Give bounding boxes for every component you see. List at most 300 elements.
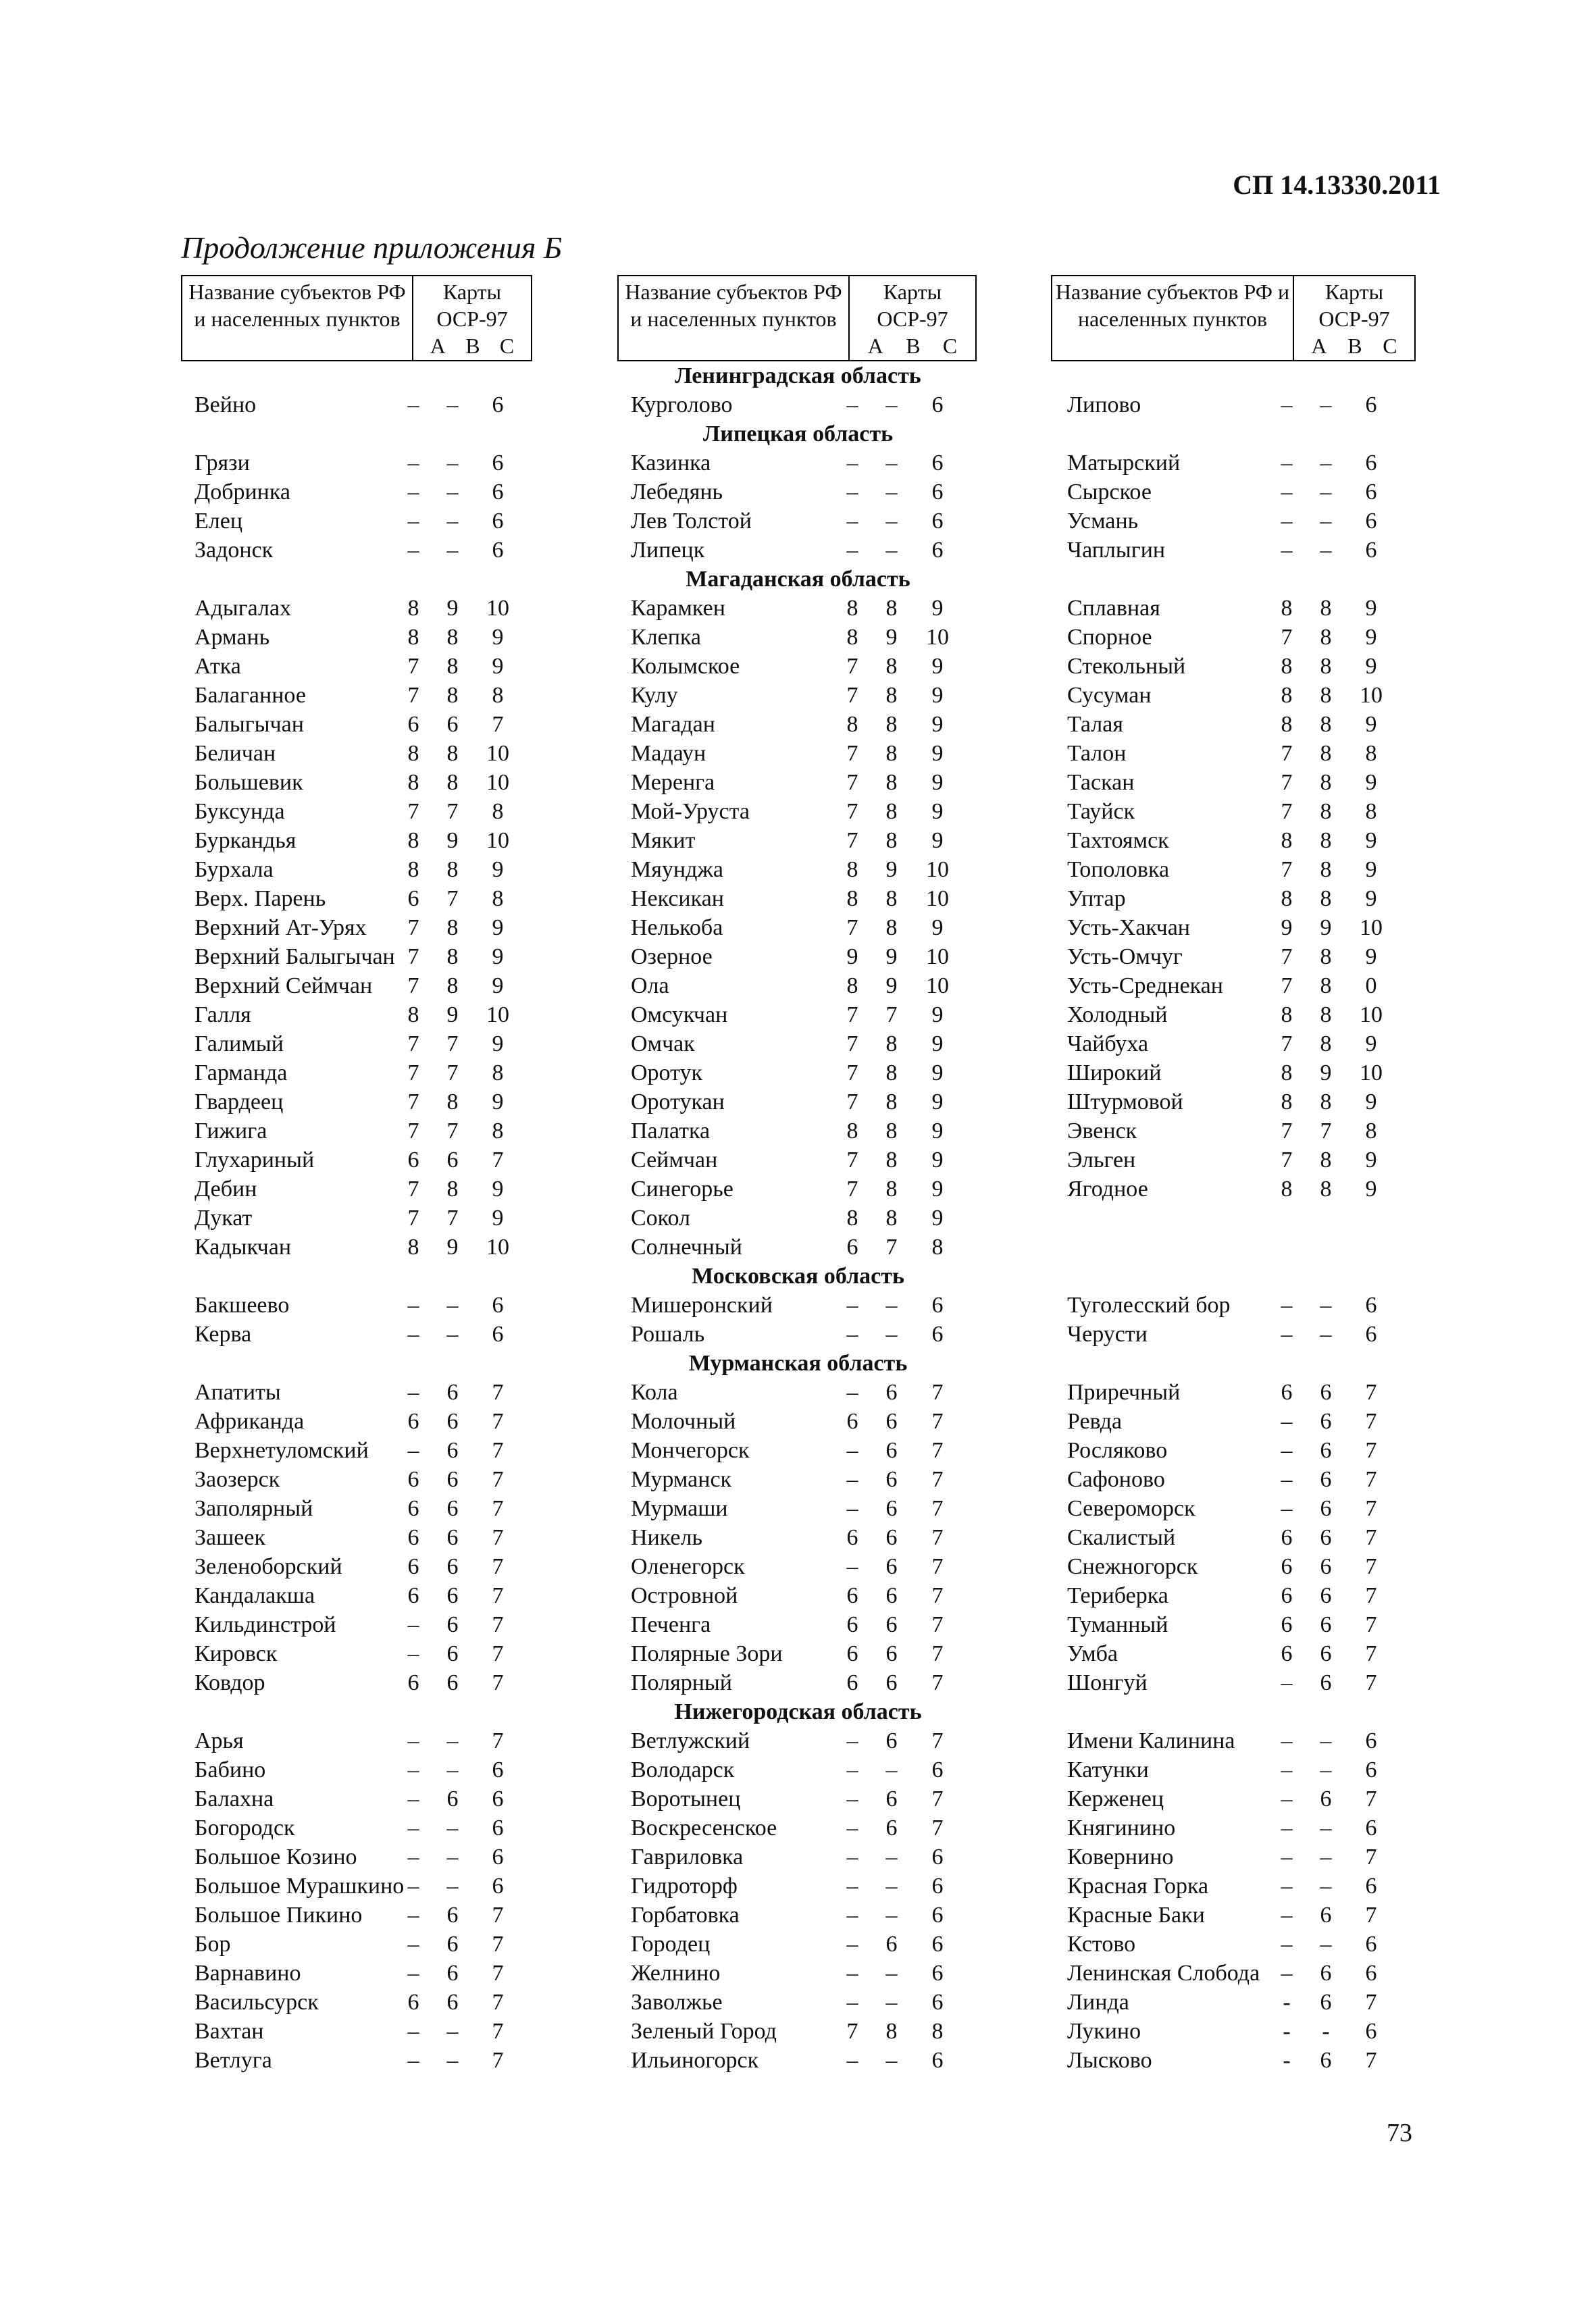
settlement-name: Лев Толстой <box>631 509 752 534</box>
value-map-c: 6 <box>931 1757 944 1782</box>
value-map-c: 7 <box>1365 1845 1377 1870</box>
table-row <box>0 710 1596 739</box>
settlement-name: Адыгалах <box>195 596 292 621</box>
table-row <box>0 855 1596 884</box>
value-map-b: – <box>885 509 898 534</box>
settlement-name: Богородск <box>195 1816 295 1841</box>
value-map-c: 7 <box>492 1641 504 1666</box>
value-map-b: 7 <box>446 1206 459 1231</box>
value-map-c: 6 <box>931 480 944 505</box>
value-map-a: 6 <box>407 1409 419 1434</box>
settlement-name: Елец <box>195 509 243 534</box>
table-row <box>0 1407 1596 1436</box>
value-map-b: 6 <box>446 1786 459 1811</box>
settlement-name: Усть-Омчуг <box>1067 944 1183 969</box>
value-map-b: – <box>446 1874 459 1899</box>
value-map-c: 7 <box>492 1932 504 1957</box>
value-map-a: – <box>407 2048 419 2073</box>
value-map-c: 9 <box>1365 828 1377 853</box>
value-map-a: 8 <box>1281 683 1293 708</box>
settlement-name: Эльген <box>1067 1148 1136 1173</box>
table-row <box>0 1726 1596 1755</box>
table-row <box>0 826 1596 855</box>
value-map-b: – <box>1320 1757 1332 1782</box>
value-map-a: 7 <box>407 799 419 824</box>
settlement-name: Мурмаши <box>631 1496 728 1521</box>
value-map-b: 6 <box>446 1554 459 1579</box>
header-maps-cell <box>850 276 975 360</box>
value-map-b: 8 <box>1320 944 1332 969</box>
value-map-b: 8 <box>885 741 898 766</box>
settlement-name: Линда <box>1067 1990 1129 2015</box>
value-map-c: 9 <box>1365 944 1377 969</box>
value-map-c: 8 <box>1365 741 1377 766</box>
header-name-cell: Название субъектов РФ и населенных пунктов <box>1052 276 1294 360</box>
value-map-c: 8 <box>931 2019 944 2044</box>
value-map-a: 8 <box>1281 1002 1293 1027</box>
value-map-c: 7 <box>1365 1438 1377 1463</box>
value-map-a: – <box>407 1322 419 1347</box>
value-map-b: – <box>1320 1816 1332 1841</box>
value-map-a: – <box>1281 1467 1293 1492</box>
value-map-c: 6 <box>1365 1728 1377 1753</box>
value-map-a: - <box>1283 2019 1291 2044</box>
table-row <box>0 1523 1596 1552</box>
value-map-b: 6 <box>885 1932 898 1957</box>
value-map-a: 7 <box>1281 944 1293 969</box>
value-map-b: – <box>446 509 459 534</box>
settlement-name: Усть-Среднекан <box>1067 973 1223 998</box>
settlement-name: Ола <box>631 973 669 998</box>
settlement-name: Мурманск <box>631 1467 732 1492</box>
value-map-a: 6 <box>407 1525 419 1550</box>
value-map-b: – <box>1320 1874 1332 1899</box>
settlement-name: Туголесский бор <box>1067 1293 1231 1318</box>
value-map-a: – <box>846 1874 858 1899</box>
settlement-name: Васильсурск <box>195 1990 319 2015</box>
settlement-name: Кадыкчан <box>195 1235 292 1260</box>
header-a: А <box>1311 334 1327 358</box>
value-map-a: – <box>846 1932 858 1957</box>
value-map-c: 6 <box>1365 480 1377 505</box>
settlement-name: Росляково <box>1067 1438 1168 1463</box>
value-map-a: – <box>846 1554 858 1579</box>
value-map-b: 8 <box>446 1177 459 1202</box>
value-map-a: 7 <box>407 654 419 679</box>
value-map-a: 7 <box>846 1177 858 1202</box>
settlement-name: Тахтоямск <box>1067 828 1169 853</box>
table-row <box>0 536 1596 565</box>
value-map-c: 9 <box>1365 857 1377 882</box>
settlement-name: Гижига <box>195 1119 267 1143</box>
value-map-a: 6 <box>846 1670 858 1695</box>
value-map-b: 6 <box>885 1583 898 1608</box>
value-map-c: 9 <box>1365 886 1377 911</box>
value-map-b: – <box>1320 1845 1332 1870</box>
settlement-name: Верх. Парень <box>195 886 326 911</box>
value-map-b: – <box>446 1757 459 1782</box>
value-map-c: 6 <box>931 1932 944 1957</box>
value-map-a: 7 <box>846 2019 858 2044</box>
value-map-a: 6 <box>846 1409 858 1434</box>
value-map-c: 7 <box>1365 2048 1377 2073</box>
value-map-b: 7 <box>446 1031 459 1056</box>
table-row <box>0 1930 1596 1959</box>
value-map-c: 9 <box>1365 770 1377 795</box>
settlement-name: Балаганное <box>195 683 306 708</box>
settlement-name: Шонгуй <box>1067 1670 1148 1695</box>
value-map-c: 7 <box>492 1554 504 1579</box>
value-map-a: 6 <box>407 1467 419 1492</box>
value-map-b: 6 <box>1320 2048 1332 2073</box>
value-map-b: 6 <box>1320 1525 1332 1550</box>
value-map-a: 8 <box>846 625 858 650</box>
value-map-c: 7 <box>931 1816 944 1841</box>
settlement-name: Лебедянь <box>631 480 723 505</box>
value-map-a: – <box>846 509 858 534</box>
value-map-a: – <box>407 538 419 563</box>
value-map-a: 6 <box>1281 1583 1293 1608</box>
settlement-name: Стекольный <box>1067 654 1186 679</box>
settlement-name: Большое Козино <box>195 1845 357 1870</box>
value-map-c: 6 <box>1365 451 1377 475</box>
value-map-b: – <box>446 480 459 505</box>
settlement-name: Матырский <box>1067 451 1181 475</box>
value-map-b: 8 <box>1320 1148 1332 1173</box>
header-name-cell: Название субъектов РФ и населенных пунктов <box>619 276 850 360</box>
table-row <box>0 971 1596 1000</box>
value-map-c: 7 <box>492 1409 504 1434</box>
table-row <box>0 1146 1596 1175</box>
region-title: Магаданская область <box>686 567 910 592</box>
value-map-b: 7 <box>446 886 459 911</box>
value-map-b: 6 <box>885 1641 898 1666</box>
value-map-a: - <box>1283 2048 1291 2073</box>
settlement-name: Меренга <box>631 770 715 795</box>
settlement-name: Заволжье <box>631 1990 723 2015</box>
value-map-a: 8 <box>846 596 858 621</box>
value-map-b: 8 <box>885 1206 898 1231</box>
settlement-name: Талон <box>1067 741 1127 766</box>
value-map-b: – <box>446 2019 459 2044</box>
table-row <box>0 1000 1596 1029</box>
settlement-name: Сафоново <box>1067 1467 1165 1492</box>
value-map-c: 9 <box>492 944 504 969</box>
value-map-a: 8 <box>407 741 419 766</box>
value-map-c: 6 <box>492 480 504 505</box>
value-map-c: 7 <box>931 1728 944 1753</box>
value-map-c: 10 <box>926 625 949 650</box>
value-map-a: 7 <box>846 683 858 708</box>
value-map-b: 8 <box>1320 828 1332 853</box>
page-number: 73 <box>1387 2119 1412 2147</box>
value-map-a: – <box>407 392 419 417</box>
value-map-b: 6 <box>446 1612 459 1637</box>
value-map-b: 6 <box>446 1409 459 1434</box>
value-map-a: – <box>407 1845 419 1870</box>
settlement-name: Кильдинстрой <box>195 1612 336 1637</box>
value-map-c: 9 <box>931 1089 944 1114</box>
value-map-c: 6 <box>492 509 504 534</box>
header-a: А <box>430 334 446 358</box>
value-map-b: 8 <box>1320 596 1332 621</box>
value-map-c: 9 <box>931 1031 944 1056</box>
value-map-c: 6 <box>931 1990 944 2015</box>
settlement-name: Балыгычан <box>195 712 304 737</box>
value-map-c: 7 <box>492 712 504 737</box>
settlement-name: Воскресенское <box>631 1816 777 1841</box>
value-map-c: 6 <box>492 538 504 563</box>
value-map-b: 6 <box>885 1670 898 1695</box>
value-map-b: 6 <box>885 1816 898 1841</box>
value-map-b: – <box>885 1845 898 1870</box>
value-map-c: 7 <box>931 1467 944 1492</box>
settlement-name: Оротукан <box>631 1089 725 1114</box>
value-map-b: 8 <box>1320 712 1332 737</box>
value-map-a: – <box>846 1961 858 1986</box>
value-map-a: 9 <box>1281 915 1293 940</box>
settlement-name: Курголово <box>631 392 733 417</box>
table-row <box>0 1087 1596 1116</box>
settlement-name: Усмань <box>1067 509 1139 534</box>
value-map-c: 6 <box>931 509 944 534</box>
settlement-name: Керженец <box>1067 1786 1164 1811</box>
value-map-b: 6 <box>446 1670 459 1695</box>
value-map-b: 6 <box>446 1990 459 2015</box>
settlement-name: Гидроторф <box>631 1874 738 1899</box>
value-map-b: 6 <box>1320 1583 1332 1608</box>
header-maps-label: Карты ОСР-97 <box>877 280 948 331</box>
region-title: Ленинградская область <box>675 363 921 388</box>
value-map-b: – <box>446 1293 459 1318</box>
settlement-name: Воротынец <box>631 1786 741 1811</box>
value-map-c: 9 <box>931 828 944 853</box>
settlement-name: Варнавино <box>195 1961 301 1986</box>
settlement-name: Городец <box>631 1932 711 1957</box>
value-map-c: 10 <box>926 886 949 911</box>
value-map-b: 7 <box>885 1235 898 1260</box>
value-map-a: 8 <box>1281 1177 1293 1202</box>
value-map-a: 6 <box>846 1641 858 1666</box>
value-map-c: 6 <box>1365 1816 1377 1841</box>
header-a: А <box>867 334 883 358</box>
value-map-c: 9 <box>1365 712 1377 737</box>
value-map-c: 9 <box>1365 1177 1377 1202</box>
value-map-c: 7 <box>931 1612 944 1637</box>
value-map-b: 6 <box>446 1496 459 1521</box>
value-map-a: 8 <box>407 770 419 795</box>
value-map-a: – <box>1281 509 1293 534</box>
table-row <box>0 1291 1596 1320</box>
value-map-a: 8 <box>1281 828 1293 853</box>
settlement-name: Лукино <box>1067 2019 1141 2044</box>
value-map-a: – <box>1281 1438 1293 1463</box>
value-map-a: – <box>846 1990 858 2015</box>
value-map-b: – <box>885 480 898 505</box>
table-row <box>0 739 1596 768</box>
table-row <box>0 507 1596 536</box>
value-map-c: 10 <box>486 828 509 853</box>
settlement-name: Верхний Ат-Урях <box>195 915 367 940</box>
region-title: Московская область <box>692 1264 904 1289</box>
value-map-c: 6 <box>1365 509 1377 534</box>
table-row <box>0 1465 1596 1494</box>
value-map-a: 8 <box>1281 654 1293 679</box>
settlement-name: Мончегорск <box>631 1438 750 1463</box>
region-header-row <box>0 565 1596 594</box>
value-map-a: 7 <box>1281 973 1293 998</box>
value-map-c: 6 <box>1365 538 1377 563</box>
value-map-b: 8 <box>885 654 898 679</box>
value-map-b: 8 <box>1320 654 1332 679</box>
settlement-name: Африканда <box>195 1409 305 1434</box>
table-row <box>0 1581 1596 1610</box>
value-map-a: – <box>1281 1757 1293 1782</box>
value-map-b: 6 <box>885 1438 898 1463</box>
value-map-c: 9 <box>931 915 944 940</box>
table-row <box>0 1494 1596 1523</box>
settlement-name: Вахтан <box>195 2019 264 2044</box>
settlement-name: Сырское <box>1067 480 1152 505</box>
value-map-a: – <box>407 1612 419 1637</box>
value-map-a: 8 <box>407 857 419 882</box>
table-row <box>0 478 1596 507</box>
value-map-c: 9 <box>931 596 944 621</box>
value-map-a: 6 <box>1281 1525 1293 1550</box>
value-map-c: 9 <box>931 1119 944 1143</box>
value-map-c: 6 <box>492 1322 504 1347</box>
value-map-c: 8 <box>492 799 504 824</box>
value-map-c: 6 <box>1365 392 1377 417</box>
value-map-b: 8 <box>446 973 459 998</box>
value-map-b: 6 <box>446 1641 459 1666</box>
value-map-a: 6 <box>846 1583 858 1608</box>
settlement-name: Палатка <box>631 1119 711 1143</box>
settlement-name: Холодный <box>1067 1002 1168 1027</box>
value-map-a: – <box>846 451 858 475</box>
value-map-a: 6 <box>407 1583 419 1608</box>
settlement-name: Черусти <box>1067 1322 1148 1347</box>
value-map-c: 9 <box>492 1177 504 1202</box>
value-map-c: 7 <box>1365 1612 1377 1637</box>
header-b: В <box>465 334 480 358</box>
table-header-1 <box>181 275 532 361</box>
value-map-a: – <box>846 1322 858 1347</box>
value-map-a: 8 <box>407 1235 419 1260</box>
value-map-b: 6 <box>446 1380 459 1405</box>
table-row <box>0 1058 1596 1087</box>
value-map-a: – <box>1281 451 1293 475</box>
value-map-b: 9 <box>885 625 898 650</box>
value-map-b: 6 <box>1320 1467 1332 1492</box>
settlement-name: Глухариный <box>195 1148 315 1173</box>
value-map-b: – <box>885 538 898 563</box>
value-map-c: 6 <box>492 1786 504 1811</box>
value-map-b: – <box>885 392 898 417</box>
settlement-name: Нексикан <box>631 886 724 911</box>
value-map-c: 6 <box>1365 1322 1377 1347</box>
settlement-name: Печенга <box>631 1612 711 1637</box>
settlement-name: Териберка <box>1067 1583 1168 1608</box>
table-row <box>0 1872 1596 1901</box>
settlement-name: Рошаль <box>631 1322 705 1347</box>
value-map-a: 6 <box>407 1990 419 2015</box>
value-map-a: 7 <box>1281 1119 1293 1143</box>
settlement-name: Кировск <box>195 1641 278 1666</box>
settlement-name: Сплавная <box>1067 596 1160 621</box>
settlement-name: Зеленый Город <box>631 2019 777 2044</box>
settlement-name: Дебин <box>195 1177 257 1202</box>
value-map-b: – <box>1320 480 1332 505</box>
value-map-a: – <box>1281 1409 1293 1434</box>
value-map-c: 8 <box>492 1119 504 1143</box>
value-map-c: 6 <box>931 392 944 417</box>
value-map-c: 8 <box>492 1060 504 1085</box>
table-row <box>0 1610 1596 1639</box>
value-map-b: – <box>885 1990 898 2015</box>
value-map-b: 8 <box>1320 741 1332 766</box>
value-map-c: 7 <box>492 1728 504 1753</box>
settlement-name: Апатиты <box>195 1380 281 1405</box>
value-map-b: - <box>1322 2019 1330 2044</box>
value-map-b: 9 <box>446 1235 459 1260</box>
settlement-name: Карамкен <box>631 596 725 621</box>
table-row <box>0 2046 1596 2075</box>
value-map-c: 7 <box>1365 1525 1377 1550</box>
value-map-a: – <box>407 1380 419 1405</box>
value-map-c: 7 <box>492 1148 504 1173</box>
value-map-a: – <box>846 1757 858 1782</box>
value-map-c: 6 <box>1365 1293 1377 1318</box>
settlement-name: Ленинская Слобода <box>1067 1961 1260 1986</box>
value-map-c: 7 <box>1365 1380 1377 1405</box>
value-map-a: 7 <box>407 1206 419 1231</box>
settlement-name: Чаплыгин <box>1067 538 1166 563</box>
value-map-c: 7 <box>931 1409 944 1434</box>
region-header-row <box>0 1349 1596 1378</box>
value-map-a: 6 <box>846 1612 858 1637</box>
value-map-b: 8 <box>446 683 459 708</box>
value-map-a: 7 <box>407 1177 419 1202</box>
value-map-a: – <box>1281 1903 1293 1928</box>
settlement-name: Кола <box>631 1380 678 1405</box>
settlement-name: Эвенск <box>1067 1119 1137 1143</box>
table-row <box>0 1116 1596 1146</box>
value-map-c: 7 <box>492 1961 504 1986</box>
value-map-b: 6 <box>1320 1961 1332 1986</box>
value-map-b: 6 <box>446 1903 459 1928</box>
settlement-name: Оротук <box>631 1060 703 1085</box>
value-map-c: 10 <box>926 857 949 882</box>
value-map-a: – <box>407 1874 419 1899</box>
value-map-b: – <box>1320 1932 1332 1957</box>
value-map-a: 7 <box>846 1060 858 1085</box>
value-map-b: – <box>885 1757 898 1782</box>
value-map-c: 7 <box>1365 1554 1377 1579</box>
value-map-a: – <box>407 480 419 505</box>
value-map-a: – <box>1281 1932 1293 1957</box>
value-map-a: – <box>1281 1293 1293 1318</box>
value-map-a: 8 <box>846 973 858 998</box>
value-map-c: 9 <box>492 1206 504 1231</box>
settlement-name: Верхний Балыгычан <box>195 944 395 969</box>
value-map-c: 9 <box>1365 654 1377 679</box>
settlement-name: Усть-Хакчан <box>1067 915 1190 940</box>
value-map-b: – <box>885 1903 898 1928</box>
settlement-name: Горбатовка <box>631 1903 740 1928</box>
value-map-b: 6 <box>1320 1612 1332 1637</box>
value-map-a: – <box>407 1786 419 1811</box>
